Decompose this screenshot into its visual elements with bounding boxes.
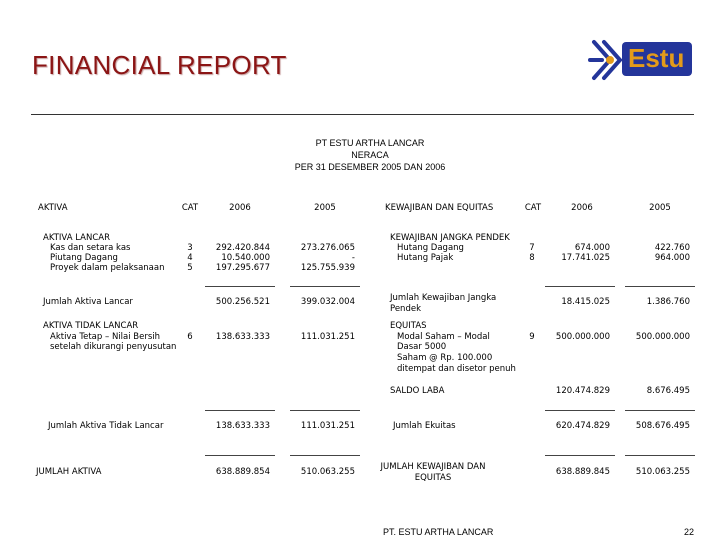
asset-label-kas: Kas dan setara kas: [50, 243, 131, 253]
asset-cat-kas: 3: [187, 243, 193, 253]
equity-label-line1: Modal Saham – Modal: [397, 332, 490, 342]
noncurrent-total-label: Jumlah Aktiva Tidak Lancar: [48, 421, 164, 431]
liab-total-2006: 18.415.025: [561, 297, 610, 307]
company-logo: [588, 38, 698, 84]
noncurrent-line-2005: [290, 410, 360, 411]
liab-label-hutang-dagang: Hutang Dagang: [397, 243, 464, 253]
grand-total-kewajiban-2006: 638.889.845: [555, 467, 610, 477]
grand-liab-line-2005: [625, 455, 695, 456]
section-aktiva-tidak-lancar: AKTIVA TIDAK LANCAR: [43, 321, 139, 331]
noncurrent-total-2006: 138.633.333: [215, 421, 270, 431]
liab-2005-hutang-pajak: 964.000: [654, 253, 690, 263]
grand-total-aktiva-2006: 638.889.854: [215, 467, 270, 477]
equity-label-line3: Saham @ Rp. 100.000: [397, 353, 493, 363]
asset-cat-piutang: 4: [187, 253, 193, 263]
liab-line-2005: [625, 286, 695, 287]
liab-cat-hutang-dagang: 7: [529, 243, 535, 253]
report-company: PT ESTU ARTHA LANCAR: [315, 138, 425, 148]
header-2005-right: 2005: [649, 203, 671, 213]
asset-label-piutang: Piutang Dagang: [50, 253, 118, 263]
fixed-asset-2006: 138.633.333: [215, 332, 270, 342]
section-equitas: EQUITAS: [390, 321, 427, 331]
section-aktiva-lancar: AKTIVA LANCAR: [43, 233, 110, 243]
noncurrent-line-2006: [205, 410, 275, 411]
subtotal-line-2006: [205, 286, 275, 287]
equity-label-line4: ditempat dan disetor penuh: [397, 364, 516, 374]
header-kewajiban: KEWAJIBAN DAN EQUITAS: [385, 203, 494, 213]
asset-label-proyek: Proyek dalam pelaksanaan: [50, 263, 165, 273]
saldo-laba-2006: 120.474.829: [555, 386, 610, 396]
fixed-asset-label-line1: Aktiva Tetap – Nilai Bersih: [50, 332, 161, 342]
noncurrent-total-2005: 111.031.251: [300, 421, 355, 431]
liab-total-2005: 1.386.760: [646, 297, 690, 307]
header-divider: [31, 114, 694, 115]
header-2005-left: 2005: [314, 203, 336, 213]
grand-total-aktiva-2005: 510.063.255: [300, 467, 355, 477]
header-cat-left: CAT: [181, 203, 199, 213]
grand-total-aktiva-label: JUMLAH AKTIVA: [36, 467, 102, 477]
grand-total-kewajiban-line2: EQUITAS: [414, 473, 452, 483]
grand-liab-line-2006: [545, 455, 615, 456]
report-period: PER 31 DESEMBER 2005 DAN 2006: [294, 162, 446, 172]
header-2006-left: 2006: [229, 203, 251, 213]
equity-capital-2006: 500.000.000: [555, 332, 610, 342]
report-statement: NERACA: [351, 150, 389, 160]
fixed-asset-2005: 111.031.251: [300, 332, 355, 342]
saldo-laba-2005: 8.676.495: [646, 386, 690, 396]
grand-line-2005: [290, 455, 360, 456]
liab-2005-hutang-dagang: 422.760: [654, 243, 690, 253]
equity-line-2006: [545, 410, 615, 411]
liab-total-label-line2: Pendek: [390, 304, 421, 314]
liab-2006-hutang-pajak: 17.741.025: [561, 253, 610, 263]
liab-cat-hutang-pajak: 8: [529, 253, 535, 263]
liab-line-2006: [545, 286, 615, 287]
equity-line-2005: [625, 410, 695, 411]
fixed-asset-label-line2: setelah dikurangi penyusutan: [50, 342, 177, 352]
slide-title: FINANCIAL REPORT: [32, 50, 287, 80]
header-2006-right: 2006: [571, 203, 593, 213]
asset-cat-proyek: 5: [187, 263, 193, 273]
grand-total-kewajiban-2005: 510.063.255: [635, 467, 690, 477]
logo-text: Estu: [628, 43, 685, 73]
current-total-2005: 399.032.004: [300, 297, 355, 307]
footer-company: PT. ESTU ARTHA LANCAR: [383, 527, 494, 537]
current-total-2006: 500.256.521: [215, 297, 270, 307]
equity-total-2005: 508.676.495: [635, 421, 690, 431]
asset-2005-piutang: -: [351, 253, 355, 263]
asset-2005-proyek: 125.755.939: [300, 263, 355, 273]
page-number: 22: [683, 527, 694, 537]
saldo-laba-label: SALDO LABA: [390, 386, 445, 396]
current-total-label: Jumlah Aktiva Lancar: [43, 297, 133, 307]
asset-2006-kas: 292.420.844: [215, 243, 270, 253]
equity-cat: 9: [529, 332, 535, 342]
liab-2006-hutang-dagang: 674.000: [574, 243, 610, 253]
header-aktiva: AKTIVA: [38, 203, 68, 213]
equity-total-label: Jumlah Ekuitas: [393, 421, 456, 431]
equity-capital-2005: 500.000.000: [635, 332, 690, 342]
equity-total-2006: 620.474.829: [555, 421, 610, 431]
asset-2006-piutang: 10.540.000: [221, 253, 270, 263]
subtotal-line-2005: [290, 286, 360, 287]
grand-total-kewajiban-line1: JUMLAH KEWAJIBAN DAN: [380, 462, 486, 472]
grand-line-2006: [205, 455, 275, 456]
header-cat-right: CAT: [524, 203, 542, 213]
liab-label-hutang-pajak: Hutang Pajak: [397, 253, 454, 263]
asset-2006-proyek: 197.295.677: [215, 263, 270, 273]
asset-2005-kas: 273.276.065: [300, 243, 355, 253]
liab-total-label-line1: Jumlah Kewajiban Jangka: [390, 293, 497, 303]
section-kewajiban-jangka-pendek: KEWAJIBAN JANGKA PENDEK: [390, 233, 510, 243]
equity-label-line2: Dasar 5000: [397, 342, 447, 352]
fixed-asset-cat: 6: [187, 332, 193, 342]
